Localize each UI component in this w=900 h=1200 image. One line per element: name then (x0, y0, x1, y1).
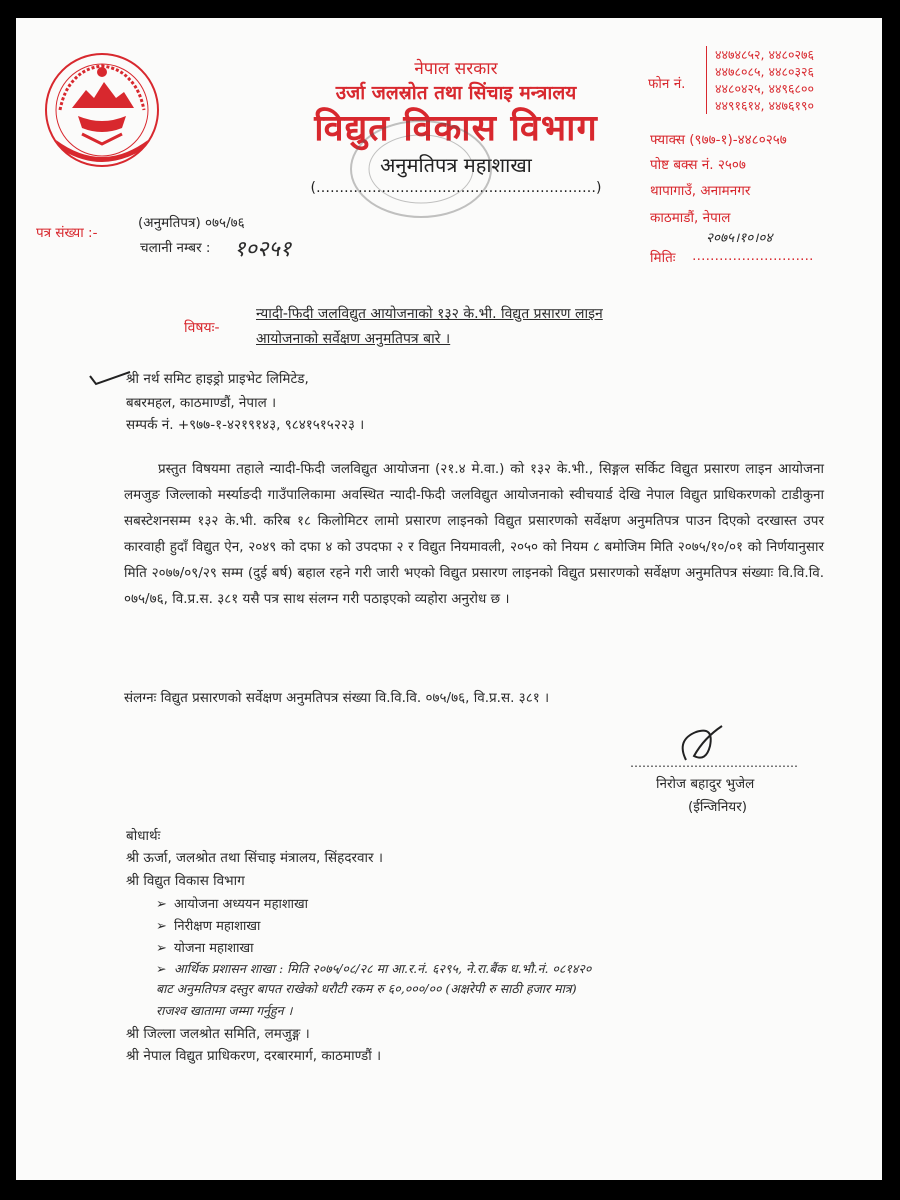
chalani-label: चलानी नम्बर : (140, 240, 211, 256)
letter-page (16, 18, 882, 1180)
ministry-name: उर्जा जलस्रोत तथा सिंचाइ मन्त्रालय (335, 82, 577, 104)
cc-line-2: श्री विद्युत विकास विभाग (126, 873, 245, 889)
phone-number: ४४९१६१४, ४४७६१९० (715, 98, 814, 113)
phone-number: ४४८०४२५, ४४९६८०० (715, 81, 814, 96)
finance-line-3: राजश्व खातामा जम्मा गर्नुहुन । (156, 1003, 293, 1018)
arrow-bullet-icon: ➢ (156, 941, 167, 956)
phone-number: ४४७४८५२, ४४८०२७६ (715, 47, 814, 62)
addressee-line-1: श्री नर्थ समिट हाइड्रो प्राइभेट लिमिटेड, (126, 371, 309, 387)
finance-line-1: आर्थिक प्रशासन शाखा : मिति २०७५/०८/२८ मा आ.र.नं. ६२९५, ने.रा.बैंक ध.भौ.नं. ०८१४२० (174, 961, 592, 976)
patra-sankhya-value: (अनुमतिपत्र) ०७५/७६ (138, 215, 245, 231)
list-item (156, 894, 308, 912)
signature-dots: …………………………………… (630, 756, 798, 770)
cc-line-1: श्री ऊर्जा, जलश्रोत तथा सिंचाइ मंत्रालय, सिंहदरवार । (126, 850, 383, 866)
subject-line-1: न्यादी-फिदी जलविद्युत आयोजनाको १३२ के.भी. विद्युत प्रसारण लाइन (256, 306, 603, 322)
date-value: २०७५।१०।०४ (706, 230, 773, 246)
fax-number: फ्याक्स (९७७-१)-४४८०२५७ (650, 132, 787, 148)
cc-line-3: श्री जिल्ला जलश्रोत समिति, लमजुङ्ग । (126, 1026, 310, 1042)
header-dots: (……………………………………………………) (310, 180, 602, 196)
cc-line-4: श्री नेपाल विद्युत प्राधिकरण, दरबारमार्ग, काठमाण्डौं । (126, 1048, 382, 1064)
arrow-bullet-icon: ➢ (156, 919, 167, 934)
addressee-line-3: सम्पर्क नं. +९७७-१-४२१९१४३, ९८४१५१५२२३ । (126, 417, 365, 433)
government-name: नेपाल सरकार (414, 59, 498, 79)
phone-number: ४४७८०८५, ४४८०३२६ (715, 64, 814, 79)
patra-sankhya-label: पत्र संख्या :- (36, 225, 98, 241)
office-stamp-icon (346, 114, 496, 224)
list-item-text: आयोजना अध्ययन महाशाखा (174, 897, 309, 912)
list-item (156, 938, 254, 956)
list-item-text: निरीक्षण महाशाखा (174, 919, 261, 934)
subject-line-2: आयोजनाको सर्वेक्षण अनुमतिपत्र बारे । (256, 331, 451, 347)
addressee-line-2: बबरमहल, काठमाण्डौं, नेपाल । (126, 395, 277, 411)
attachment-line: संलग्नः विद्युत प्रसारणको सर्वेक्षण अनुमतिपत्र संख्या वि.वि.वि. ०७५/७६, वि.प्र.स. ३८१ । (124, 690, 550, 706)
subject-label: विषयः- (184, 320, 220, 336)
body-paragraph: प्रस्तुत विषयमा तहाले न्यादी-फिदी जलविद्युत आयोजना (२१.४ मे.वा.) को १३२ के.भी., सिङ्गल सर्किट विद्युत प्रसारण लाइन आयोजना लमजुङ जिल्लाको मर्स्याङदी गाउँपालिकामा अवस्थित न्यादी-फिदी जलविद्युत आयोजनाको स्वीचयार्ड देखि नेपाल विद्युत प्राधिकरणको टाडीकुना सबस्टेशनसम्म १३२ के.भी. करिब १८ किलोमिटर लामो प्रसारण लाइनको विद्युत प्रसारणको सर्वेक्षण अनुमतिपत्र पाउन दिएको दरखास्त उपर कारवाही हुदाँ विद्युत ऐन, २०४९ को दफा ४ को उपदफा २ र विद्युत नियमावली, २०५० को नियम ८ बमोजिम मिति २०७५/१०/०१ को निर्णयानुसार मिति २०७७/०९/२९ सम्म (दुई बर्ष) बहाल रहने गरी जारी भएको विद्युत प्रसारण लाइनको विद्युत प्रसारणको सर्वेक्षण अनुमतिपत्र संख्याः वि.वि.वि. ०७५/७६, वि.प्र.स. ३८१ यसै पत्र साथ संलग्न गरी पठाइएको व्यहोरा अनुरोध छ । (124, 461, 824, 607)
nepal-emblem-icon (42, 50, 162, 170)
finance-line-2: बाट अनुमतिपत्र दस्तुर बापत राखेको धरौटी रकम रु ६०,०००/०० (अक्षरेपी रु साठी हजार मात्र) (156, 981, 577, 996)
arrow-bullet-icon: ➢ (156, 897, 167, 912)
po-box: पोष्ट बक्स नं. २५०७ (650, 157, 746, 173)
phone-label: फोन नं. (648, 76, 686, 92)
branch-name: अनुमतिपत्र महाशाखा (380, 153, 532, 177)
list-item (156, 960, 591, 977)
department-name: विद्युत विकास विभाग (314, 108, 598, 149)
address-line-1: थापागाउँ, अनामनगर (650, 183, 751, 199)
phone-numbers (706, 46, 814, 114)
signatory-name: निरोज बहादुर भुजेल (656, 776, 755, 792)
chalani-value: १०२५१ (234, 237, 292, 262)
cc-label: बोधार्थः (126, 828, 161, 844)
signatory-title: (ईन्जिनियर) (688, 799, 748, 815)
list-item (156, 916, 260, 934)
list-item-text: योजना महाशाखा (174, 941, 254, 956)
date-dots: ……………………… (692, 248, 814, 264)
arrow-bullet-icon: ➢ (156, 961, 167, 976)
date-label: मितिः (650, 250, 676, 266)
address-line-2: काठमाडौं, नेपाल (650, 210, 731, 226)
